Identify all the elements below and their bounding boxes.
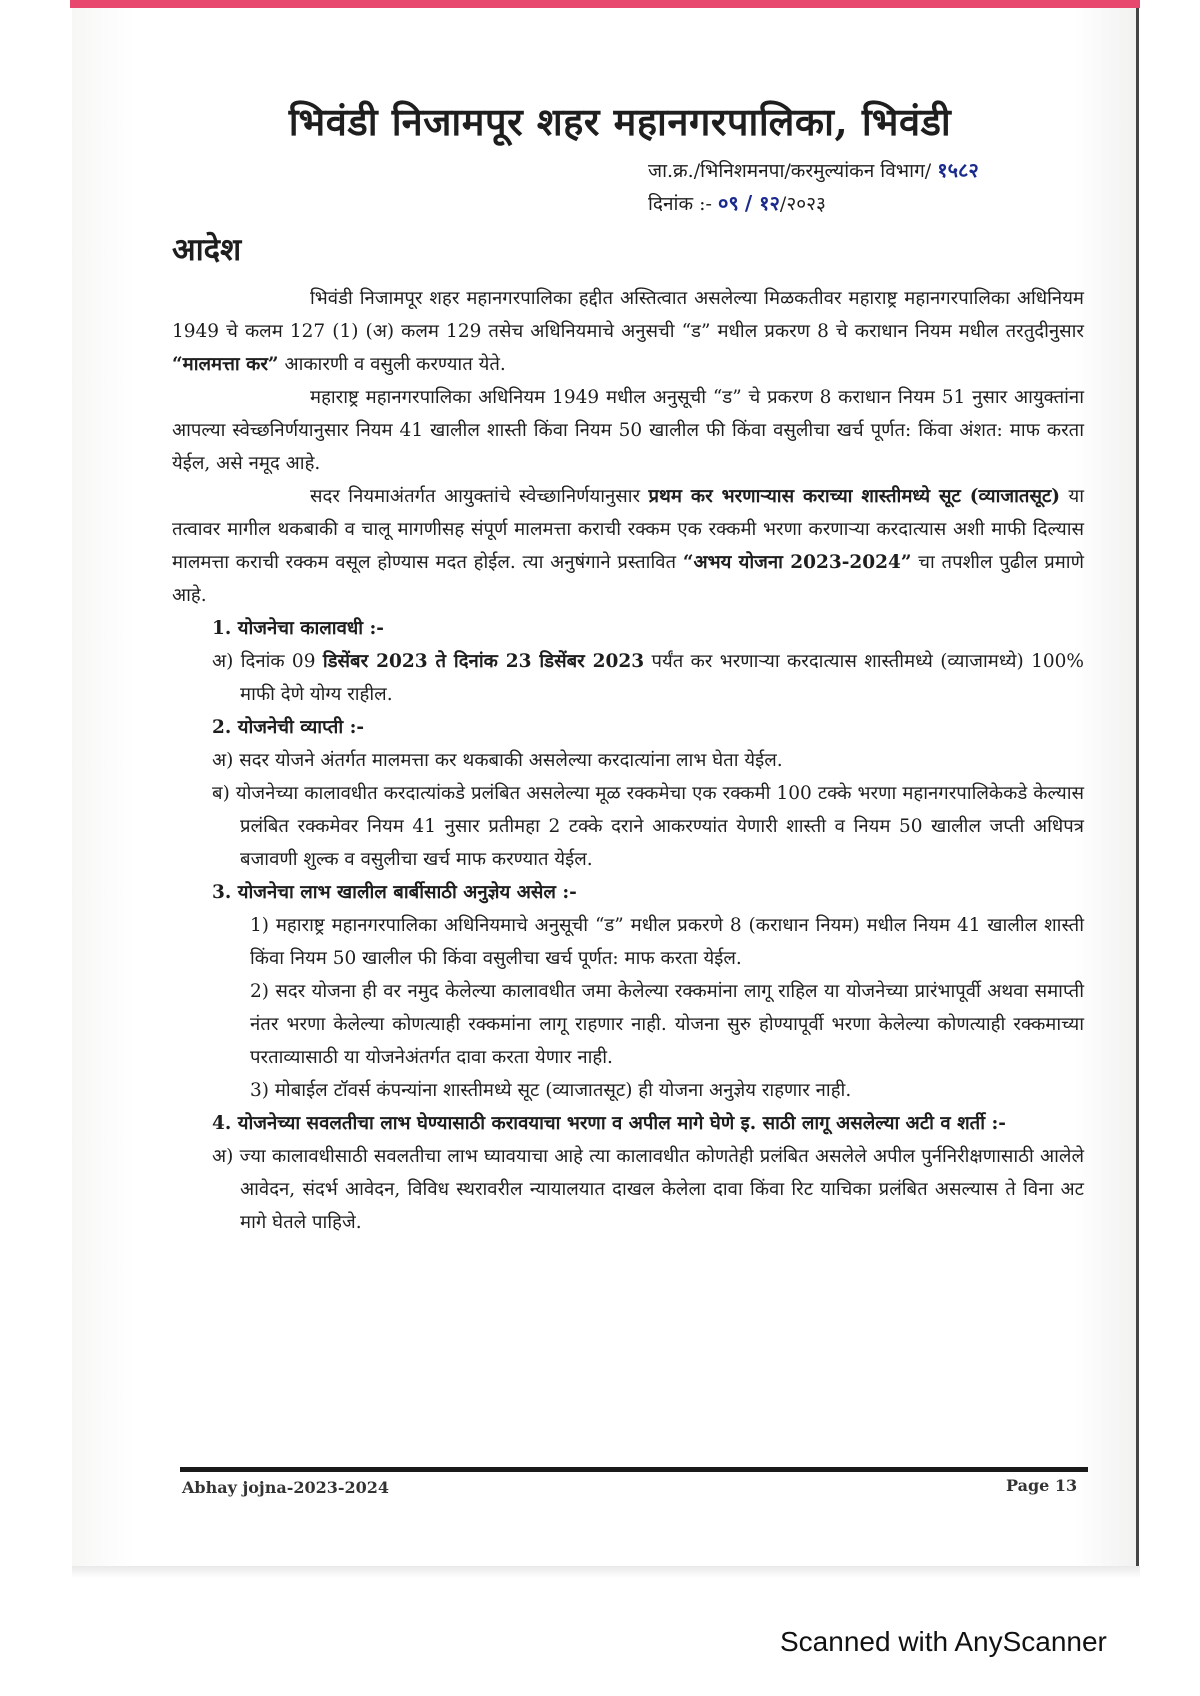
page-number: Page 13	[1006, 1476, 1078, 1495]
footer-divider	[180, 1467, 1088, 1472]
date-year: /२०२३	[779, 193, 826, 215]
section-2-heading: 2. योजनेची व्याप्ती :-	[212, 717, 365, 738]
section-3-item-2: 2) सदर योजना ही वर नमुद केलेल्या कालावधीत जमा केलेल्या रक्कमांना लागू राहिल या योजनेच्या प्रारंभापूर्वी अथवा समाप्ती नंतर भरणा केलेल्या कोणत्याही रक्कमांना लागू राहणार नाही. योजना सुरु होण्यापूर्वी भरणा केलेल्या कोणत्याही रक्कमाच्या परताव्यासाठी या योजनेअंतर्गत दावा करता येणार नाही.	[250, 981, 1084, 1068]
p1-text: भिवंडी निजामपूर शहर महानगरपालिका हद्दीत अस्तित्वात असलेल्या मिळकतीवर महाराष्ट्र महानगरपालिका अधिनियम 1949 चे कलम 127 (1) (अ) कलम 129 तसेच अधिनियमाचे अनुसची “ड” मधील प्रकरण 8 चे कराधान नियम मधील तरतुदीनुसार	[172, 288, 1084, 342]
p3-mid: या तत्वावर मागील थकबाकी व चालू मागणीसह संपूर्ण मालमत्ता कराची रक्कम एक रक्कमी भरणा करणाऱ्या करदात्यास अशी माफी दिल्यास मालमत्ता कराची रक्कम वसूल होण्यास मदत होईल. त्या अनुषंगाने प्रस्तावित	[172, 486, 1084, 573]
page-title: भिवंडी निजामपूर शहर महानगरपालिका, भिवंडी	[288, 99, 952, 144]
top-edge-bar	[70, 0, 1140, 8]
section-2-item-b: ब) योजनेच्या कालावधीत करदात्यांकडे प्रलंबित असलेल्या मूळ रक्कमेचा एक रक्कमी 100 टक्के भरणा महानगरपालिकेकडे केल्यास प्रलंबित रक्कमेवर नियम 41 नुसार प्रतीमहा 2 टक्के दराने आकरण्यांत येणारी शास्ती व नियम 50 खालील जप्ती अधिपत्र बजावणी शुल्क व वसुलीचा खर्च माफ करण्यात येईल.	[212, 783, 1084, 870]
p3-bold: प्रथम कर भरणाऱ्यास कराच्या शास्तीमध्ये सूट (व्याजातसूट)	[648, 486, 1061, 507]
scanner-watermark: Scanned with AnyScanner	[780, 1626, 1107, 1657]
p3-start: सदर नियमाअंतर्गत आयुक्तांचे स्वेच्छानिर्णयानुसार	[310, 486, 641, 507]
page-edge	[1136, 8, 1139, 1576]
section-4-heading: 4. योजनेच्या सवलतीचा लाभ घेण्यासाठी करावयाचा भरणा व अपील मागे घेणे इ. साठी लागू असलेल्या अटी व शर्ती :-	[212, 1113, 1006, 1134]
section-3-item-3: 3) मोबाईल टॉवर्स कंपन्यांना शास्तीमध्ये सूट (व्याजातसूट) ही योजना अनुज्ञेय राहणार नाही.	[250, 1080, 852, 1101]
section-3-heading: 3. योजनेचा लाभ खालील बार्बीसाठी अनुज्ञेय असेल :-	[212, 882, 577, 903]
page-shadow	[72, 1566, 1140, 1578]
date-month: / १२	[744, 191, 780, 215]
p3-end: चा तपशील पुढील प्रमाणे आहे.	[172, 552, 1084, 606]
p3-bold-2: “अभय योजना 2023-2024”	[682, 552, 912, 573]
date-label: दिनांक :-	[648, 193, 712, 215]
section-1-item-a	[212, 645, 1084, 711]
section-4-item-a: अ) ज्या कालावधीसाठी सवलतीचा लाभ घ्यावयाचा आहे त्या कालावधीत कोणतेही प्रलंबित असलेले अपील पुर्ननिरीक्षणासाठी आलेले आवेदन, संदर्भ आवेदन, विविध स्थरावरील न्यायालयात दाखल केलेला दावा किंवा रिट याचिका प्रलंबित असल्यास ते विना अट मागे घेतले पाहिजे.	[212, 1146, 1084, 1233]
section-1-heading: 1. योजनेचा कालावधी :-	[212, 618, 384, 639]
order-heading: आदेश	[172, 232, 242, 268]
ref-number: १५८२	[937, 158, 979, 182]
ref-prefix: जा.क्र./भिनिशमनपा/करमुल्यांकन विभाग/	[648, 160, 932, 182]
section-3-item-1: 1) महाराष्ट्र महानगरपालिका अधिनियमाचे अनुसूची “ड” मधील प्रकरणे 8 (कराधान नियम) मधील नियम 41 खालील शास्ती किंवा नियम 50 खालील फी किंवा वसुलीचा खर्च पूर्णत: माफ करता येईल.	[250, 915, 1084, 969]
p1-bold: “मालमत्ता कर”	[172, 354, 279, 375]
footer-doc-name: Abhay jojna-2023-2024	[182, 1478, 390, 1497]
s1a-start: अ) दिनांक 09	[212, 651, 316, 672]
section-2-item-a: अ) सदर योजने अंतर्गत मालमत्ता कर थकबाकी असलेल्या करदात्यांना लाभ घेता येईल.	[212, 750, 783, 771]
document-body	[172, 282, 1084, 1239]
date-day: ०९	[717, 191, 739, 215]
paragraph-3	[172, 480, 1084, 612]
reference-number-line	[648, 156, 979, 183]
paragraph-2: महाराष्ट्र महानगरपालिका अधिनियम 1949 मधील अनुसूची “ड” चे प्रकरण 8 कराधान नियम 51 नुसार आयुक्तांना आपल्या स्वेच्छनिर्णयानुसार नियम 41 खालील शास्ती किंवा नियम 50 खालील फी किंवा वसुलीचा खर्च पूर्णत: किंवा अंशत: माफ करता येईल, असे नमूद आहे.	[172, 387, 1084, 474]
paragraph-1	[172, 282, 1084, 381]
date-line	[648, 189, 826, 216]
s1a-end: पर्यंत कर भरणाऱ्या करदात्यास शास्तीमध्ये (व्याजामध्ये) 100% माफी देणे योग्य राहील.	[240, 651, 1084, 705]
p1-end: आकारणी व वसुली करण्यात येते.	[284, 354, 506, 375]
s1a-bold: डिसेंबर 2023 ते दिनांक 23 डिसेंबर 2023	[322, 651, 645, 672]
